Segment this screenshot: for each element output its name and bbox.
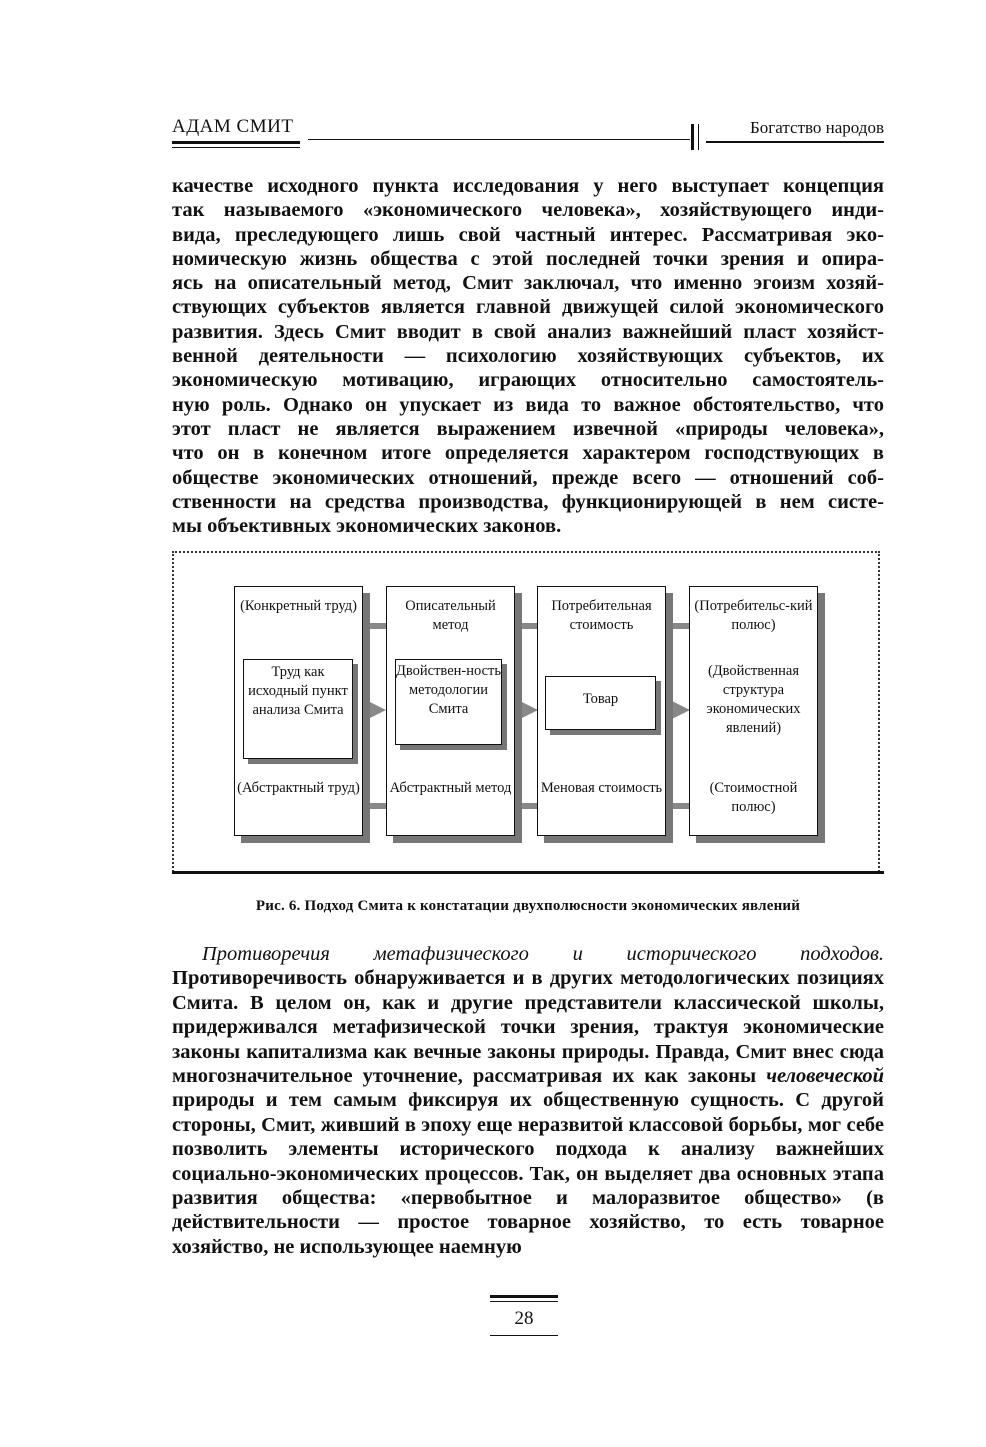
text-line: развития. Здесь Смит вводит в свой анализ важнейший пласт хозяйст- [172,320,884,343]
figure-bottom-rule [172,871,884,874]
paragraph-text: природы и тем самым фиксируя их общественную сущность. С другой стороны, Смит, живший в эпоху еще неразвитой классовой борьбы, мог себе позволить элементы исторического подхода к анализу важнейших социально-экономических процессов. Так, он выделяет два основных этапа развития общества: «первобытное и малоразвитое общество» (в действительности — простое товарное хозяйство, то есть товарное хозяйство, не использующее наемную [172,1089,884,1258]
diagram-label: Товар [582,691,619,707]
diagram-column-poles [689,586,818,836]
diagram-column-labor [234,586,363,836]
header-author: АДАМ СМИТ [172,116,294,137]
header-rule [308,139,690,140]
text-line: вида, преследующего лишь свой частный интерес. Рассматривая эко- [172,223,884,246]
diagram-label: (Потребительс-кий полюс) [694,598,813,633]
text-line: номическую жизнь общества с этой последней точки зрения и опира- [172,247,884,270]
diagram-label: Потребительная стоимость [551,598,652,633]
emphasis-text: человеческой [766,1065,884,1088]
text-line: венной деятельности — психологию хозяйствующих субъектов, их [172,345,884,368]
text-line: ствующих субъектов является главной движущей силой экономического [172,296,884,319]
text-line: ную роль. Однако он упускает из вида то важное обстоятельство, что [172,393,884,416]
text-line: мы объективных экономических законов. [172,515,562,538]
text-line: экономическую мотивацию, играющих относительно самостоятель- [172,369,884,392]
diagram-column-value [537,586,666,836]
folio-rule [490,1335,558,1336]
text-line: этот пласт не является выражением извечной «природы человека», [172,417,884,440]
diagram-label: Двойствен-ность методологии Смита [396,663,501,717]
text-line: обществе экономических отношений, прежде всего — отношений соб- [172,466,884,489]
header-separator [698,124,699,150]
text-line: ственности на средства производства, функционирующей в нем систе- [172,490,884,513]
figure-caption: Рис. 6. Подход Смита к констатации двухполюсности экономических явлений [255,898,801,914]
section-heading: Противоречия метафизического и исторического подходов. [202,943,884,965]
running-header [172,116,884,156]
diagram-label: (Абстрактный труд) [237,780,360,796]
folio-rule [490,1301,558,1302]
diagram-label: (Конкретный труд) [240,598,357,614]
text-line: ясь на описательный метод, Смит заключал, что именно эгоизм хозяй- [172,272,884,295]
header-rule [706,141,884,143]
diagram-label: Описательный метод [405,598,496,633]
diagram-inner-box [395,659,502,745]
paragraph-1 [172,174,884,538]
diagram-column-method [386,586,515,836]
arrow-right-icon [364,704,388,716]
diagram-inner-box [243,659,353,759]
diagram-label: Абстрактный метод [389,780,512,796]
text-line: что он в конечном итоге определяется характером господствующих в [172,442,884,465]
diagram-label: Труд как исходный пункт анализа Смита [248,664,348,718]
header-book-title: Богатство народов [750,118,884,137]
diagram-label: (Стоимостной полюс) [709,780,798,815]
header-rule [172,147,300,148]
diagram-label: Меновая стоимость [540,780,663,796]
text-line: качестве исходного пункта исследования у него выступает концепция [172,175,884,197]
paragraph-text: Противоречивость обнаруживается и в других методологических позициях Смита. В целом он, как и другие представители классической школы, придерживался метафизической точки зрения, трактуя экономические законы капитализма как вечные законы природы. Правда, Смит внес сюда многозначительное уточнение, рассматривая их как законы [172,967,884,1088]
diagram-label: (Двойственная структура экономических явлений) [706,663,801,736]
text-line: так называемого «экономического человека», хозяйствующего инди- [172,199,884,222]
paragraph-2 [172,942,884,1259]
header-separator [691,124,694,150]
header-rule [172,141,300,144]
folio-rule [490,1295,558,1298]
diagram-inner-box [545,676,656,730]
page-number: 28 [514,1308,534,1329]
